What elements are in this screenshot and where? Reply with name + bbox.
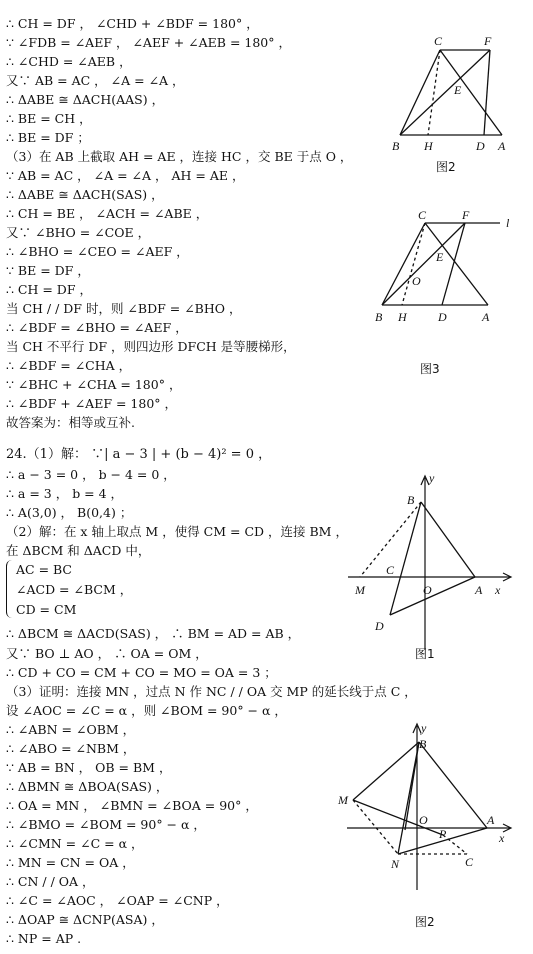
text-line: 在 ΔBCM 和 ΔACD 中， bbox=[6, 543, 151, 558]
text-line: ∴ CH = DF ， bbox=[6, 282, 92, 297]
label-C: C bbox=[465, 855, 474, 869]
label-E: E bbox=[436, 250, 444, 264]
text-line: （2）解：在 x 轴上取点 M ，使得 CM = CD ，连接 BM ， bbox=[6, 524, 348, 539]
figure-caption: 图2 bbox=[415, 915, 435, 929]
text-line: ∴ ∠BMO = ∠BOM = 90° − α ， bbox=[6, 817, 206, 832]
figure-1-axes bbox=[345, 470, 530, 670]
label-F: F bbox=[462, 208, 470, 222]
label-x: x bbox=[499, 831, 505, 845]
text-line: ∴ ΔBCM ≅ ΔACD(SAS) ， ∴ BM = AD = AB ， bbox=[6, 626, 301, 641]
text-line: 当 CH 不平行 DF ，则四边形 DFCH 是等腰梯形， bbox=[6, 339, 296, 354]
label-D: D bbox=[438, 310, 447, 324]
text-line: ∴ CD + CO = CM + CO = MO = OA = 3 ； bbox=[6, 665, 277, 680]
label-M: M bbox=[355, 583, 365, 597]
text-line: ∴ ∠C = ∠AOC ， ∠OAP = ∠CNP ， bbox=[6, 893, 229, 908]
text-line: ∴ A(3,0) ， B(0,4) ； bbox=[6, 505, 133, 520]
text-line: 当 CH / / DF 时，则 ∠BDF = ∠BHO ， bbox=[6, 301, 242, 316]
text-line: ∴ MN = CN = OA ， bbox=[6, 855, 135, 870]
label-M: M bbox=[338, 793, 348, 807]
text-line: ∴ CH = BE ， ∠ACH = ∠ABE ， bbox=[6, 206, 209, 221]
figure-caption: 图3 bbox=[420, 362, 440, 376]
label-A: A bbox=[487, 813, 495, 827]
label-y: y bbox=[421, 721, 427, 735]
system-line: AC = BC bbox=[16, 562, 72, 577]
text-line: ∴ ∠BDF = ∠BHO = ∠AEF ， bbox=[6, 320, 188, 335]
label-H: H bbox=[424, 139, 433, 153]
text-line: ∴ ΔBMN ≅ ΔBOA(SAS) ， bbox=[6, 779, 169, 794]
label-P: P bbox=[439, 827, 447, 841]
label-N: N bbox=[391, 857, 400, 871]
figure-caption: 图1 bbox=[415, 647, 435, 661]
label-O: O bbox=[423, 583, 432, 597]
text-line: ∴ ΔABE ≅ ΔACH(AAS) ， bbox=[6, 92, 165, 107]
text-line: ∴ CH = DF ， ∠CHD + ∠BDF = 180° ， bbox=[6, 16, 259, 31]
label-C: C bbox=[418, 208, 427, 222]
label-y: y bbox=[429, 471, 435, 485]
text-line: ∴ NP = AP . bbox=[6, 931, 82, 946]
text-line: 又∵ BO ⊥ AO ， ∴ OA = OM ， bbox=[6, 646, 208, 661]
figure-3-trapezoid bbox=[370, 205, 530, 380]
text-line: ∴ BE = DF ； bbox=[6, 130, 90, 145]
figure-2-axes bbox=[335, 720, 530, 940]
text-line: （3）在 AB 上截取 AH = AE ，连接 HC ，交 BE 于点 O ， bbox=[6, 149, 353, 164]
question-heading: 24.（1）解： ∵| a − 3 | + (b − 4)² = 0 ， bbox=[6, 447, 272, 462]
text-line: ∴ ∠BDF = ∠CHA ， bbox=[6, 358, 132, 373]
text-line: ∴ ∠ABO = ∠NBM ， bbox=[6, 741, 136, 756]
text-line: ∵ AB = AC ， ∠A = ∠A ， AH = AE ， bbox=[6, 168, 245, 183]
label-O: O bbox=[412, 274, 421, 288]
label-A: A bbox=[482, 310, 490, 324]
label-A: A bbox=[475, 583, 483, 597]
text-line: ∵ ∠BHC + ∠CHA = 180° ， bbox=[6, 377, 182, 392]
text-line: 又∵ AB = AC ， ∠A = ∠A ， bbox=[6, 73, 185, 88]
label-C: C bbox=[434, 34, 443, 48]
label-D: D bbox=[375, 619, 384, 633]
label-F: F bbox=[484, 34, 492, 48]
text-line: 又∵ ∠BHO = ∠COE ， bbox=[6, 225, 151, 240]
label-C: C bbox=[386, 563, 395, 577]
system-line: ∠ACD = ∠BCM ， bbox=[16, 582, 133, 597]
label-O: O bbox=[419, 813, 428, 827]
label-x: x bbox=[495, 583, 501, 597]
label-B: B bbox=[407, 493, 415, 507]
text-line: ∵ ∠FDB = ∠AEF ， ∠AEF + ∠AEB = 180° ， bbox=[6, 35, 291, 50]
equation-brace bbox=[6, 560, 15, 618]
label-H: H bbox=[398, 310, 407, 324]
text-line: ∵ BE = DF ， bbox=[6, 263, 90, 278]
text-line: ∴ ∠BHO = ∠CEO = ∠AEF ， bbox=[6, 244, 189, 259]
label-B: B bbox=[392, 139, 400, 153]
label-B: B bbox=[375, 310, 383, 324]
text-line: ∴ OA = MN ， ∠BMN = ∠BOA = 90° ， bbox=[6, 798, 258, 813]
text-line: ∵ AB = BN ， OB = BM ， bbox=[6, 760, 172, 775]
figure-caption: 图2 bbox=[436, 160, 456, 174]
text-line: ∴ a − 3 = 0 ， b − 4 = 0 ， bbox=[6, 467, 176, 482]
figure-2-trapezoid bbox=[380, 30, 530, 180]
label-D: D bbox=[476, 139, 485, 153]
text-line: ∴ ΔABE ≅ ΔACH(SAS) ， bbox=[6, 187, 164, 202]
label-l: l bbox=[506, 216, 510, 230]
text-line: ∴ a = 3 ， b = 4 ， bbox=[6, 486, 124, 501]
label-E: E bbox=[454, 83, 462, 97]
text-line: ∴ CN / / OA ， bbox=[6, 874, 95, 889]
text-line: ∴ ΔOAP ≅ ΔCNP(ASA) ， bbox=[6, 912, 164, 927]
text-line: ∴ BE = CH ， bbox=[6, 111, 92, 126]
text-line: ∴ ∠CMN = ∠C = α ， bbox=[6, 836, 144, 851]
text-line: ∴ ∠BDF + ∠AEF = 180° ， bbox=[6, 396, 178, 411]
text-line: （3）证明：连接 MN ，过点 N 作 NC / / OA 交 MP 的延长线于点 C ， bbox=[6, 684, 417, 699]
text-line: ∴ ∠ABN = ∠OBM ， bbox=[6, 722, 136, 737]
label-B: B bbox=[419, 737, 427, 751]
label-A: A bbox=[498, 139, 506, 153]
text-line: 设 ∠AOC = ∠C = α ，则 ∠BOM = 90° − α ， bbox=[6, 703, 287, 718]
text-line: ∴ ∠CHD = ∠AEB ， bbox=[6, 54, 132, 69]
system-line: CD = CM bbox=[16, 602, 77, 617]
text-line: 故答案为：相等或互补. bbox=[6, 415, 135, 430]
